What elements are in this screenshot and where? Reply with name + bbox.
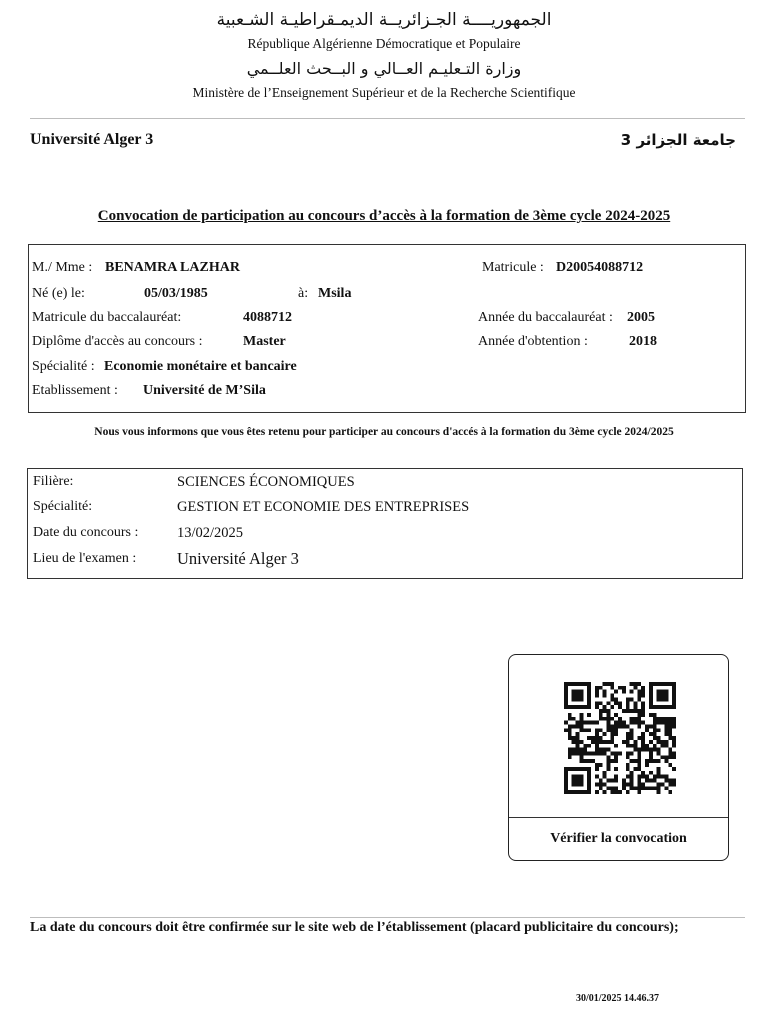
university-name-arabic: جامعة الجزائر 3 — [620, 131, 736, 149]
filiere-label: Filière: — [33, 474, 74, 489]
verify-convocation-link[interactable]: Vérifier la convocation — [550, 831, 687, 846]
exam-date-value: 13/02/2025 — [177, 525, 244, 541]
filiere-value: SCIENCES ÉCONOMIQUES — [177, 474, 355, 490]
republic-heading: République Algérienne Démocratique et Populaire — [247, 36, 521, 51]
establishment-value: Université de M’Sila — [143, 383, 266, 398]
exam-specialty-label: Spécialité: — [33, 499, 93, 514]
birth-date-value: 05/03/1985 — [144, 286, 208, 301]
exam-location-value: Université Alger 3 — [177, 549, 299, 568]
header-divider — [30, 118, 745, 119]
obtention-year-label: Année d'obtention : — [478, 334, 588, 349]
obtention-year-value: 2018 — [629, 334, 657, 349]
name-label: M./ Mme : — [32, 260, 93, 275]
matricule-label: Matricule : — [482, 260, 544, 275]
exam-info-box — [27, 468, 743, 579]
arabic-republic-heading: الجمهوريــــة الجـزائريــة الديمـقراطيـة الشـعبية — [216, 10, 552, 30]
footer-note: La date du concours doit être confirmée sur le site web de l’établissement (placard publicitaire du concours); — [30, 920, 679, 935]
name-value: BENAMRA LAZHAR — [105, 260, 240, 275]
establishment-label: Etablissement : — [32, 383, 118, 398]
selection-notice: Nous vous informons que vous êtes retenu pour participer au concours d'accés à la formation du 3ème cycle 2024/2025 — [94, 426, 674, 438]
ministry-heading: Ministère de l’Enseignement Supérieur et de la Recherche Scientifique — [192, 85, 576, 100]
arabic-ministry-heading: وزارة التـعليـم العــالي و البــحث العلــمي — [246, 59, 522, 78]
exam-location-label: Lieu de l'examen : — [33, 551, 137, 566]
verification-card[interactable] — [508, 654, 729, 861]
bac-matricule-value: 4088712 — [243, 310, 292, 325]
qr-code-icon — [561, 682, 679, 794]
print-timestamp: 30/01/2025 14.46.37 — [576, 993, 660, 1004]
bac-matricule-label: Matricule du baccalauréat: — [32, 310, 182, 325]
birth-place-value: Msila — [318, 286, 352, 301]
footer-divider — [30, 917, 745, 918]
verification-divider — [509, 817, 728, 818]
bac-year-value: 2005 — [627, 310, 655, 325]
candidate-info-box — [28, 244, 746, 413]
university-name: Université Alger 3 — [30, 131, 154, 148]
document-title: Convocation de participation au concours d’accès à la formation de 3ème cycle 2024-2025 — [97, 208, 671, 224]
matricule-value: D20054088712 — [556, 260, 644, 275]
diploma-value: Master — [243, 334, 286, 349]
specialty-value: Economie monétaire et bancaire — [104, 359, 297, 374]
bac-year-label: Année du baccalauréat : — [478, 310, 613, 325]
exam-date-label: Date du concours : — [33, 525, 139, 540]
exam-specialty-value: GESTION ET ECONOMIE DES ENTREPRISES — [177, 499, 470, 515]
diploma-label: Diplôme d'accès au concours : — [32, 334, 203, 349]
birth-date-label: Né (e) le: — [32, 286, 85, 301]
specialty-label: Spécialité : — [32, 359, 95, 374]
birth-place-label: à: — [298, 286, 309, 301]
